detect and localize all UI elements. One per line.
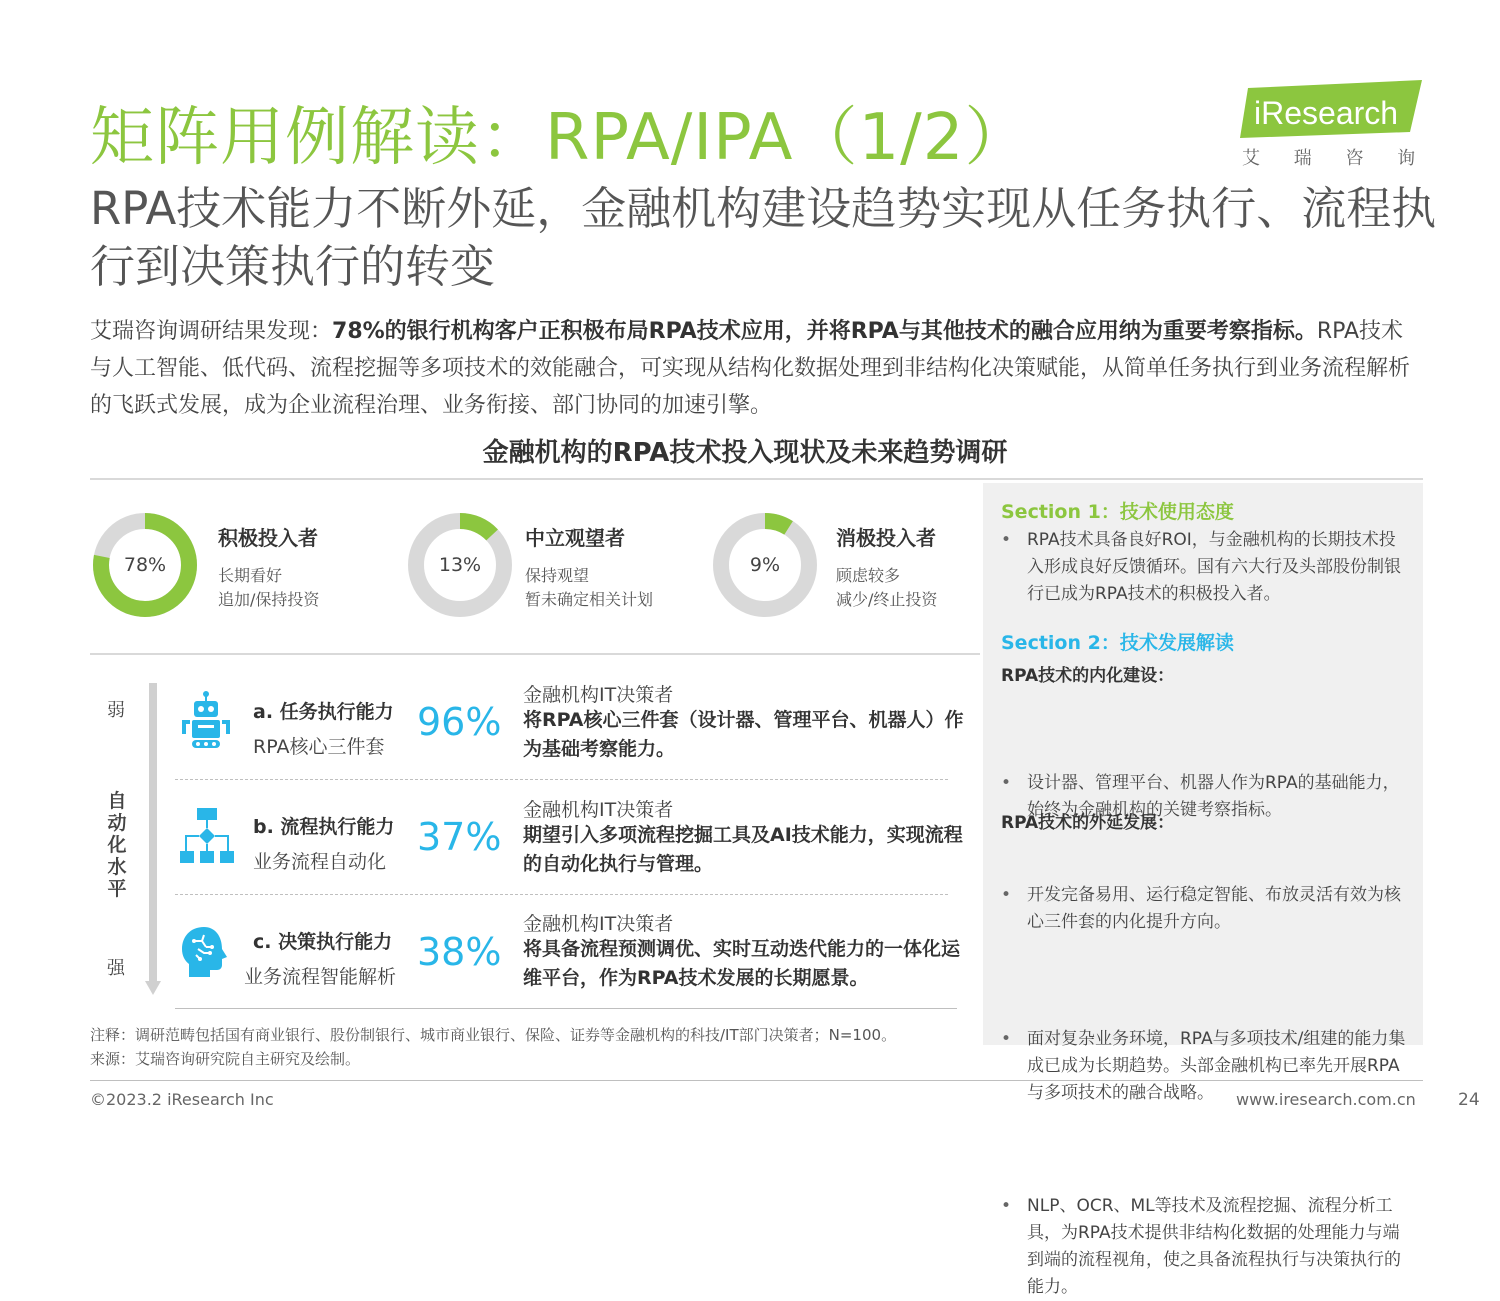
intro-bold: 78%的银行机构客户正积极布局RPA技术应用，并将RPA与其他技术的融合应用纳为重要考察指标。 xyxy=(332,319,1317,344)
donut-title: 消极投入者 xyxy=(836,526,936,550)
intro-paragraph xyxy=(90,313,1420,424)
section-2-bullet: • 设计器、管理平台、机器人作为RPA的基础能力，始终为金融机构的关键考察指标。 xyxy=(1001,770,1411,824)
donut-desc-2: 暂未确定相关计划 xyxy=(525,590,654,609)
robot-icon xyxy=(180,690,232,750)
capability-role: 金融机构IT决策者 xyxy=(523,913,674,935)
donut-desc-2: 追加/保持投资 xyxy=(218,590,320,609)
donut-value: 78% xyxy=(123,554,167,576)
donut-title: 积极投入者 xyxy=(218,526,318,550)
page-subtitle: RPA技术能力不断外延，金融机构建设趋势实现从任务执行、流程执行到决策执行的转变 xyxy=(90,182,1437,293)
donut-value: 13% xyxy=(438,554,482,576)
axis-weak: 弱 xyxy=(107,700,125,721)
divider xyxy=(90,653,980,655)
note-text: 注释：调研范畴包括国有商业银行、股份制银行、城市商业银行、保险、证券等金融机构的科技/IT部门决策者；N=100。 xyxy=(90,1026,897,1044)
donut-neutral xyxy=(405,510,705,625)
footer-divider xyxy=(90,1080,1423,1081)
intro-rest: RPA技术与人工智能、低代码、流程挖掘等多项技术的效能融合，可实现从结构化数据处理到非结构化决策赋能，从简单任务执行到业务流程解析的飞跃式发展，成为企业流程治理、业务衔接、部门协同的加速引擎。 xyxy=(90,319,1411,418)
section-1-title: Section 1：技术使用态度 xyxy=(1001,501,1234,523)
axis-label: 自动化水平 xyxy=(107,790,127,900)
capability-desc: 期望引入多项流程挖掘工具及AI技术能力，实现流程的自动化执行与管理。 xyxy=(523,824,963,875)
capability-role: 金融机构IT决策者 xyxy=(523,684,674,706)
section-2-sub-2: RPA技术的外延发展： xyxy=(1001,813,1175,833)
donut-title: 中立观望者 xyxy=(525,526,625,550)
donut-desc-1: 顾虑较多 xyxy=(836,566,901,585)
donut-desc-1: 长期看好 xyxy=(218,566,283,585)
capability-title: a. 任务执行能力 xyxy=(253,701,394,723)
axis-arrow xyxy=(143,683,163,995)
row-divider xyxy=(175,1008,957,1009)
section-2-bullet: • 开发完备易用、运行稳定智能、布放灵活有效为核心三件套的内化提升方向。 xyxy=(1001,882,1411,936)
capability-role: 金融机构IT决策者 xyxy=(523,799,674,821)
intro-lead: 艾瑞咨询调研结果发现： xyxy=(90,319,333,344)
section-1-bullet: • RPA技术具备良好ROI，与金融机构的长期技术投入形成良好反馈循环。国有六大行及头部股份制银行已成为RPA技术的积极投入者。 xyxy=(1001,527,1411,608)
donut-value: 9% xyxy=(749,554,781,576)
donut-positive xyxy=(90,510,390,625)
capability-sub: 业务流程智能解析 xyxy=(244,966,397,988)
copyright: ©2023.2 iResearch Inc xyxy=(90,1090,274,1109)
capability-sub: 业务流程自动化 xyxy=(253,851,387,873)
axis-strong: 强 xyxy=(107,958,125,979)
capability-title: b. 流程执行能力 xyxy=(253,816,395,838)
donut-desc-1: 保持观望 xyxy=(525,566,590,585)
capability-desc: 将具备流程预测调优、实时互动迭代能力的一体化运维平台，作为RPA技术发展的长期愿景。 xyxy=(523,938,961,989)
section-2-title: Section 2：技术发展解读 xyxy=(1001,632,1234,654)
page-title: 矩阵用例解读：RPA/IPA（1/2） xyxy=(90,101,1030,175)
row-divider xyxy=(175,894,948,895)
divider xyxy=(90,478,1423,480)
logo-text: iResearch xyxy=(1254,95,1399,131)
donut-negative xyxy=(710,510,970,625)
donut-desc-2: 减少/终止投资 xyxy=(836,590,938,609)
capability-percent: 96% xyxy=(417,700,502,744)
capability-desc: 将RPA核心三件套（设计器、管理平台、机器人）作为基础考察能力。 xyxy=(523,709,964,760)
website-link[interactable]: www.iresearch.com.cn xyxy=(1236,1090,1416,1109)
logo-shape xyxy=(1240,80,1430,170)
source-text: 来源：艾瑞咨询研究院自主研究及绘制。 xyxy=(90,1050,361,1068)
capability-sub: RPA核心三件套 xyxy=(253,736,385,758)
section-2-sub-1: RPA技术的内化建设： xyxy=(1001,666,1175,686)
section-2-bullet: • NLP、OCR、ML等技术及流程挖掘、流程分析工具，为RPA技术提供非结构化数据的处理能力与端到端的流程视角，使之具备流程执行与决策执行的能力。 xyxy=(1001,1193,1411,1301)
section-2-bullet: • 面对复杂业务环境，RPA与多项技术/组建的能力集成已成为长期趋势。头部金融机构已率先开展RPA与多项技术的融合战略。 xyxy=(1001,1026,1411,1107)
flowchart-icon xyxy=(180,808,234,866)
capability-percent: 37% xyxy=(417,815,502,859)
row-divider xyxy=(175,779,948,780)
capability-percent: 38% xyxy=(417,930,502,974)
capability-title: c. 决策执行能力 xyxy=(253,931,393,953)
logo-cn-text: 艾 瑞 咨 询 xyxy=(1242,148,1430,169)
page-number: 24 xyxy=(1458,1090,1480,1110)
iresearch-logo xyxy=(1240,80,1430,170)
brain-head-icon xyxy=(180,925,230,979)
survey-title: 金融机构的RPA技术投入现状及未来趋势调研 xyxy=(482,438,1008,468)
